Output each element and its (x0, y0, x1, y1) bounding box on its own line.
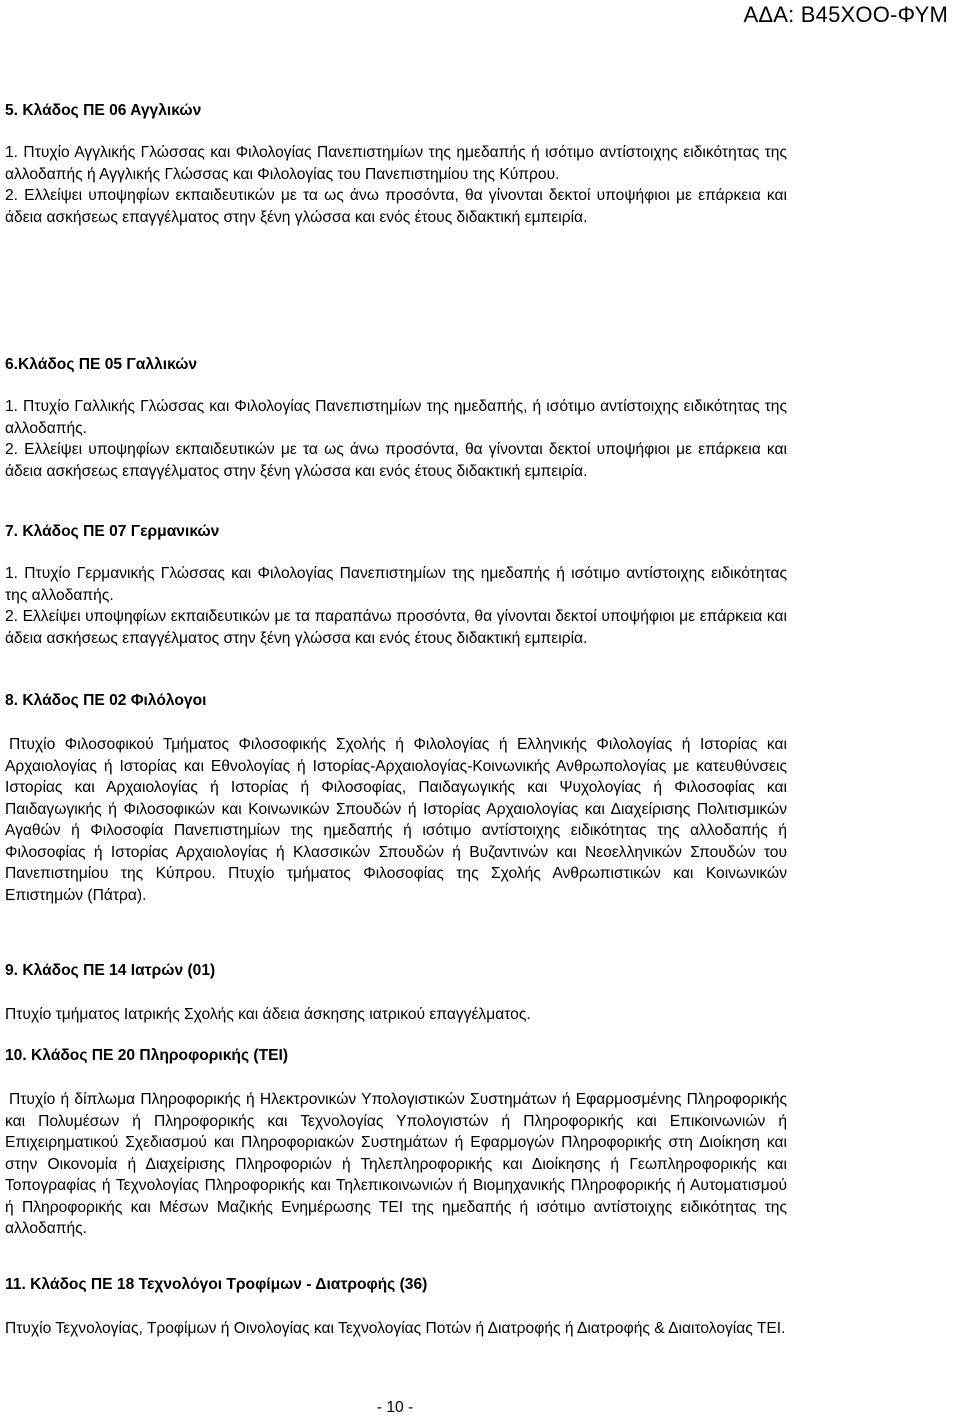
section-body: Πτυχίο ή δίπλωμα Πληροφορικής ή Ηλεκτρονικών Υπολογιστικών Συστημάτων ή Εφαρμοσμένης Πληροφορικής και Πολυμέσων ή Πληροφορικής και Τεχνολογίας Υπολογιστών ή Πληροφορικής και Επικοινωνιών ή Επιχειρηματικού Σχεδιασμού και Πληροφοριακών Συστημάτων ή Εφαρμογών Πληροφορικής στη Διοίκηση και στην Οικονομία ή Διαχείρισης Πληροφοριών ή Τηλεπληροφορικής και Διοίκησης ή Γεωπληροφορικής και Τοπογραφίας ή Τεχνολογίας Πληροφορικής και Τηλεπικοινωνιών ή Βιομηχανικής Πληροφορικής ή Αυτοματισμού ή Πληροφορικής και Μέσων Μαζικής Ενημέρωσης ΤΕΙ της ημεδαπής ή ισότιμο αντίστοιχης ειδικότητας της αλλοδαπής. (5, 1091, 787, 1237)
section-item: 1. Πτυχίο Αγγλικής Γλώσσας και Φιλολογίας Πανεπιστημίων της ημεδαπής ή ισότιμο αντίστοιχης ειδικότητας της αλλοδαπής ή Αγγλικής Γλώσσας και Φιλολογίας του Πανεπιστημίου της Κύπρου. (5, 144, 787, 183)
page-number: - 10 - (376, 1399, 414, 1416)
section-item: 2. Ελλείψει υποψηφίων εκπαιδευτικών με τα παραπάνω προσόντα, θα γίνονται δεκτοί υποψήφιοι με επάρκεια και άδεια ασκήσεως επαγγέλματος στην ξένη γλώσσα και ενός έτους διδακτική εμπειρία. (5, 608, 787, 647)
section-title: 9. Κλάδος ΠΕ 14 Ιατρών (01) (5, 962, 216, 979)
section-title: 8. Κλάδος ΠΕ 02 Φιλόλογοι (5, 692, 207, 709)
section-body: Πτυχίο τμήματος Ιατρικής Σχολής και άδεια άσκησης ιατρικού επαγγέλματος. (5, 1006, 531, 1023)
section-title: 7. Κλάδος ΠΕ 07 Γερμανικών (5, 523, 220, 540)
section-11 (5, 1274, 787, 1340)
section-item: 1. Πτυχίο Γερμανικής Γλώσσας και Φιλολογίας Πανεπιστημίων της ημεδαπής ή ισότιμο αντίστοιχης ειδικότητας της αλλοδαπής. (5, 565, 787, 604)
section-10 (5, 1045, 787, 1240)
section-title: 11. Κλάδος ΠΕ 18 Τεχνολόγοι Τροφίμων - Διατροφής (36) (5, 1276, 428, 1293)
ada-code: ΑΔΑ: Β45ΧΟΟ-ΦΥΜ (743, 2, 948, 27)
section-9 (5, 960, 787, 1026)
section-item: 1. Πτυχίο Γαλλικής Γλώσσας και Φιλολογίας Πανεπιστημίων της ημεδαπής, ή ισότιμο αντίστοιχης ειδικότητας της αλλοδαπής. (5, 398, 787, 437)
section-item: 2. Ελλείψει υποψηφίων εκπαιδευτικών με τα ως άνω προσόντα, θα γίνονται δεκτοί υποψήφιοι με επάρκεια και άδεια ασκήσεως επαγγέλματος στην ξένη γλώσσα και ενός έτους διδακτική εμπειρία. (5, 441, 787, 480)
section-8 (5, 690, 787, 906)
section-title: 5. Κλάδος ΠΕ 06 Αγγλικών (5, 102, 202, 119)
section-title: 6.Κλάδος ΠΕ 05 Γαλλικών (5, 356, 198, 373)
section-5 (5, 100, 787, 228)
section-title: 10. Κλάδος ΠΕ 20 Πληροφορικής (ΤΕΙ) (5, 1047, 289, 1064)
section-item: 2. Ελλείψει υποψηφίων εκπαιδευτικών με τα ως άνω προσόντα, θα γίνονται δεκτοί υποψήφιοι με επάρκεια και άδεια ασκήσεως επαγγέλματος στην ξένη γλώσσα και ενός έτους διδακτική εμπειρία. (5, 187, 787, 226)
section-7 (5, 521, 787, 649)
section-body: Πτυχίο Τεχνολογίας, Τροφίμων ή Οινολογίας και Τεχνολογίας Ποτών ή Διατροφής ή Διατροφής & Διαιτολογίας ΤΕΙ. (5, 1320, 786, 1337)
section-body: Πτυχίο Φιλοσοφικού Τμήματος Φιλοσοφικής Σχολής ή Φιλολογίας ή Ελληνικής Φιλολογίας ή Ιστορίας και Αρχαιολογίας ή Ιστορίας και Εθνολογίας ή Ιστορίας-Αρχαιολογίας-Κοινωνικής Ανθρωπολογίας με κατευθύνσεις Ιστορίας και Αρχαιολογίας ή Ιστορίας ή Φιλοσοφίας, Παιδαγωγικής και Ψυχολογίας ή Φιλοσοφίας και Παιδαγωγικής ή Φιλοσοφικών και Κοινωνικών Σπουδών ή Ιστορίας Αρχαιολογίας και Διαχείρισης Πολιτισμικών Αγαθών ή Φιλοσοφία Πανεπιστημίων της ημεδαπής ή ισότιμο αντίστοιχης ειδικότητας της αλλοδαπής ή Φιλοσοφίας ή Ιστορίας Αρχαιολογίας ή Κλασσικών Σπουδών ή Βυζαντινών και Νεοελληνικών Σπουδών του Πανεπιστημίου της Κύπρου. Πτυχίο τμήματος Φιλοσοφίας της Σχολής Ανθρωπιστικών και Κοινωνικών Επιστημών (Πάτρα). (5, 736, 787, 904)
section-6 (5, 354, 787, 482)
